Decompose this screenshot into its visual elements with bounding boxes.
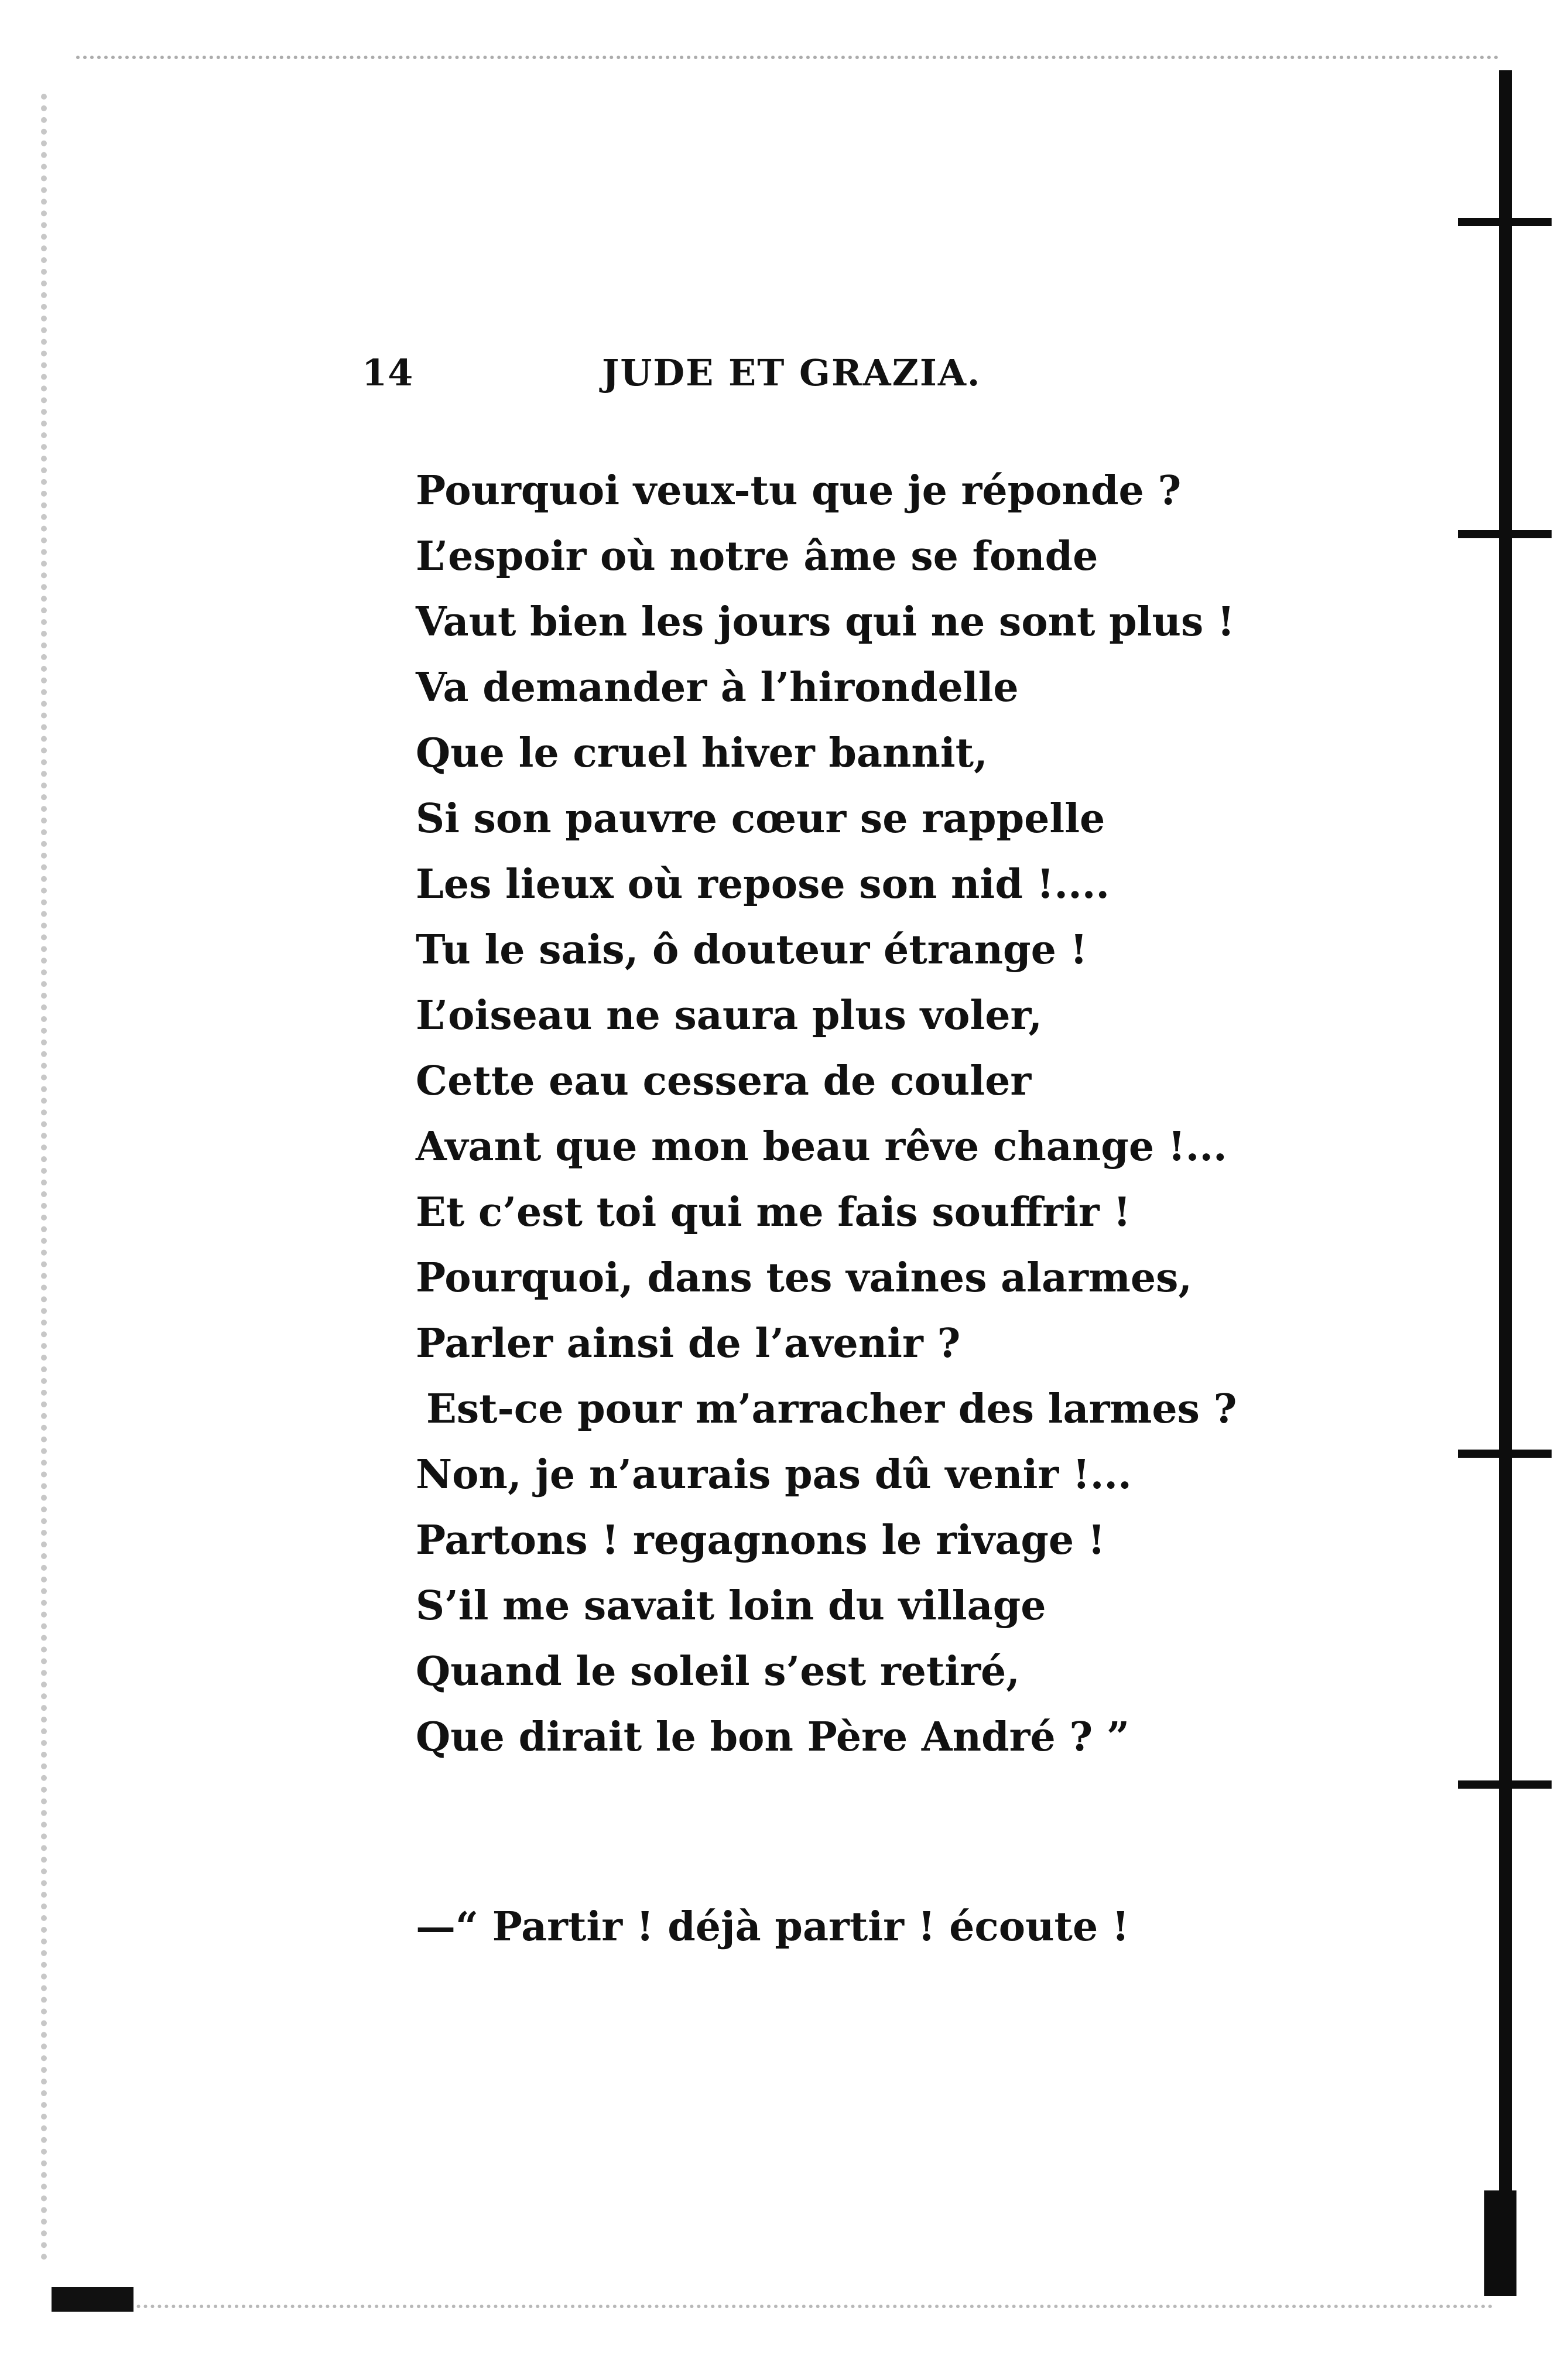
running-title: JUDE ET GRAZIA. xyxy=(602,351,981,394)
scan-right-binding-foot xyxy=(1484,2190,1516,2296)
verse-line: Non, je n’aurais pas dû venir !... xyxy=(416,1451,1132,1498)
binding-stitch-mark xyxy=(1458,530,1552,538)
verse-line: Va demander à l’hirondelle xyxy=(416,664,1019,711)
verse-line: L’espoir où notre âme se fonde xyxy=(416,533,1098,580)
verse-line: Vaut bien les jours qui ne sont plus ! xyxy=(416,599,1235,645)
scan-bottom-edge xyxy=(53,2305,1493,2320)
verse-line: Pourquoi, dans tes vaines alarmes, xyxy=(416,1255,1193,1301)
verse-line: Cette eau cessera de couler xyxy=(416,1058,1032,1105)
scan-bottom-left-corner xyxy=(52,2287,133,2312)
verse-line: Que dirait le bon Père André ? ” xyxy=(416,1714,1130,1761)
verse-line: Parler ainsi de l’avenir ? xyxy=(416,1320,961,1367)
verse-line: Si son pauvre cœur se rappelle xyxy=(416,795,1105,842)
binding-stitch-mark xyxy=(1458,1450,1552,1458)
verse-line: Pourquoi veux-tu que je réponde ? xyxy=(416,467,1182,514)
verse-line: Est-ce pour m’arracher des larmes ? xyxy=(426,1386,1237,1433)
verse-line: L’oiseau ne saura plus voler, xyxy=(416,992,1043,1039)
verse-line: Partons ! regagnons le rivage ! xyxy=(416,1517,1105,1564)
poem-stanza xyxy=(416,458,1411,1770)
verse-line: Quand le soleil s’est retiré, xyxy=(416,1648,1020,1695)
dialogue-line: —“ Partir ! déjà partir ! écoute ! xyxy=(416,1903,1129,1950)
binding-stitch-mark xyxy=(1458,1780,1552,1789)
binding-stitch-mark xyxy=(1458,218,1552,226)
verse-line: Tu le sais, ô douteur étrange ! xyxy=(416,927,1088,973)
scan-top-edge xyxy=(76,56,1499,77)
verse-line: Et c’est toi qui me fais souffrir ! xyxy=(416,1189,1131,1236)
scan-right-binding-edge xyxy=(1499,70,1512,2296)
running-head xyxy=(0,351,1568,398)
verse-line: Avant que mon beau rêve change !... xyxy=(416,1123,1227,1170)
verse-line: S’il me savait loin du village xyxy=(416,1583,1046,1629)
verse-line: Les lieux où repose son nid !.... xyxy=(416,861,1110,908)
scan-left-edge xyxy=(41,94,70,2261)
verse-line: Que le cruel hiver bannit, xyxy=(416,730,988,777)
page-number: 14 xyxy=(362,351,414,394)
